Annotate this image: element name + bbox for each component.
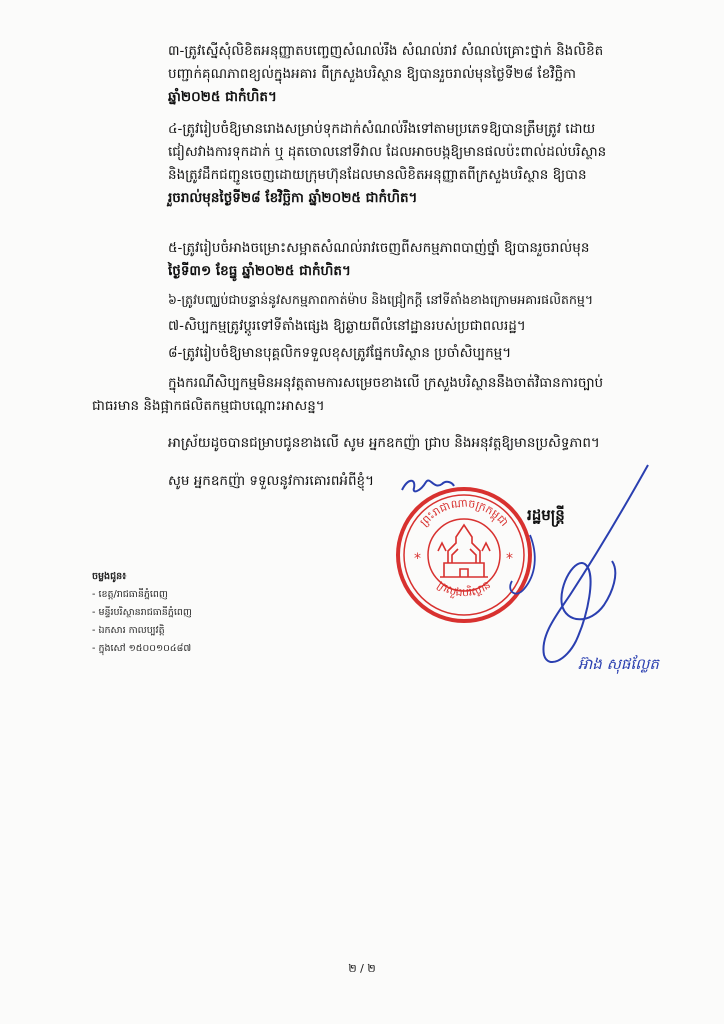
signatory-title: រដ្ឋមន្ត្រី xyxy=(527,506,565,524)
signatory-name: អ៊ាង សុផល្លែត xyxy=(578,655,659,673)
list-item-3: ៣-ត្រូវស្នើសុំលិខិតអនុញ្ញាតបញ្ចេញសំណល់រឹង សំណល់រាវ សំណល់គ្រោះថ្នាក់ និងលិខិត បញ្ជាក់គុណភាពខ្យល់ក្នុងអគារ ពីក្រសួងបរិស្ថាន ឱ្យបានរួចរាល់មុនថ្ងៃទី២៨ ខែវិច្ឆិកា ឆ្នាំ២០២៥ ជាកំហិត។ xyxy=(168,43,604,105)
stamp-bottom-text: ក្រសួងបរិស្ថាន xyxy=(434,578,494,600)
cc-heading: ចម្លងជូន៖ xyxy=(92,571,127,582)
stamp-star-icon: * xyxy=(414,551,421,567)
page-number: ២ / ២ xyxy=(348,962,376,975)
cc-item: - ឯកសារ កាលប្បវត្តិ xyxy=(92,625,165,636)
paragraph-consequence: ក្នុងករណីសិប្បកម្មមិនអនុវត្តតាមការសម្រេចខាងលើ ក្រសួងបរិស្ថាននឹងចាត់វិធានការច្បាប់ ជាធរមាន និងផ្អាកផលិតកម្មជាបណ្តោះអាសន្ន។ xyxy=(92,375,604,414)
paragraph-closing: សូម អ្នកឧកញ៉ា ទទួលនូវការគោរពអំពីខ្ញុំ។ xyxy=(168,473,375,489)
cc-item: - មន្ទីរបរិស្ថានរាជធានីភ្នំពេញ xyxy=(92,607,192,618)
temple-emblem-icon xyxy=(438,525,490,577)
cc-item: - ក្នុងសៅ ១៥០០១០៤៨៧ xyxy=(92,643,192,654)
list-item-5: ៥-ត្រូវរៀបចំអាងចម្រោះសម្អាតសំណល់រាវចេញពីសកម្មភាពបាញ់ថ្នាំ ឱ្យបានរួចរាល់មុន ថ្ងៃទី៣១ ខែធ្នូ ឆ្នាំ២០២៥ ជាកំហិត។ xyxy=(168,240,590,279)
list-item-8: ៨-ត្រូវរៀបចំឱ្យមានបុគ្គលិកទទួលខុសត្រូវផ្នែកបរិស្ថាន ប្រចាំសិប្បកម្ម។ xyxy=(168,345,512,361)
paragraph-request: អាស្រ័យដូចបានជម្រាបជូនខាងលើ សូម អ្នកឧកញ៉ា ជ្រាប និងអនុវត្តឱ្យមានប្រសិទ្ធភាព។ xyxy=(168,435,600,451)
handwritten-signature xyxy=(500,455,670,675)
cc-list xyxy=(92,568,192,658)
stamp-star-icon: * xyxy=(506,551,513,567)
cc-item: - ខេត្ត/រាជធានីភ្នំពេញ xyxy=(92,589,168,600)
stamp-top-text: ព្រះរាជាណាចក្រកម្ពុជា xyxy=(417,496,511,529)
list-item-4: ៤-ត្រូវរៀបចំឱ្យមានរោងសម្រាប់ទុកដាក់សំណល់រឹងទៅតាមប្រភេទឱ្យបានត្រឹមត្រូវ ដោយ ជៀសវាងការទុកដាក់ ឬ ដុតចោលនៅទីវាល ដែលអាចបង្កឱ្យមានផលប៉ះពាល់ដល់បរិស្ថាន និងត្រូវដឹកជញ្ជូនចេញដោយក្រុមហ៊ុនដែលមានលិខិតអនុញ្ញាតពីក្រសួងបរិស្ថាន ឱ្យបាន រួចរាល់មុនថ្ងៃទី២៨ ខែវិច្ឆិកា ឆ្នាំ២០២៥ ជាកំហិត។ xyxy=(168,121,607,206)
list-item-7: ៧-សិប្បកម្មត្រូវប្តូរទៅទីតាំងផ្សេង ឱ្យឆ្ងាយពីលំនៅដ្ឋានរបស់ប្រជាពលរដ្ឋ។ xyxy=(168,318,526,334)
list-item-6: ៦-ត្រូវបញ្ឈប់ជាបន្ទាន់នូវសកម្មភាពកាត់ម៉ាប និងជ្រៀកក្តី នៅទីតាំងខាងក្រោមអគារផលិតកម្ម។ xyxy=(168,292,594,307)
